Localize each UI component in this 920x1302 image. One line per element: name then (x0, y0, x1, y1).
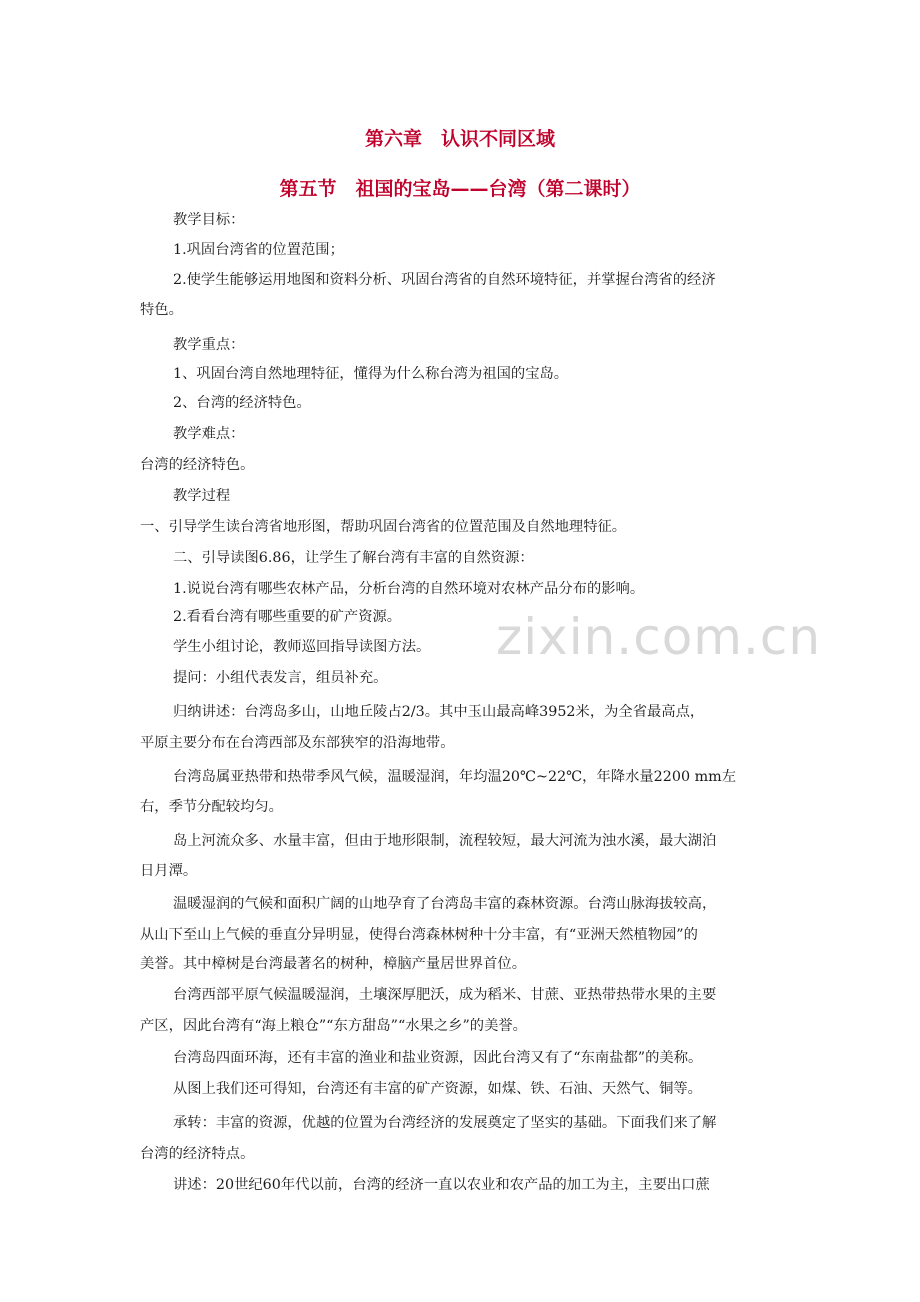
text-line: 教学难点： (173, 426, 245, 442)
text-line: 台湾西部平原气候温暖湿润，土壤深厚肥沃，成为稻米、甘蔗、亚热带热带水果的主要 (173, 987, 717, 1003)
text-line: 承转：丰富的资源，优越的位置为台湾经济的发展奠定了坚实的基础。下面我们来了解 (173, 1115, 717, 1131)
text-line: 日月潭。 (140, 863, 198, 879)
text-line: 温暖湿润的气候和面积广阔的山地孕育了台湾岛丰富的森林资源。台湾山脉海拔较高， (173, 896, 717, 912)
text-line: 一、引导学生读台湾省地形图，帮助巩固台湾省的位置范围及自然地理特征。 (140, 519, 627, 535)
text-line: 1.说说台湾有哪些农林产品，分析台湾的自然环境对农林产品分布的影响。 (173, 581, 645, 597)
text-line: 台湾岛四面环海，还有丰富的渔业和盐业资源，因此台湾又有了“东南盐都”的美称。 (173, 1050, 703, 1066)
text-line: 提问：小组代表发言，组员补充。 (173, 670, 388, 686)
text-line: 从山下至山上气候的垂直分异明显，使得台湾森林树种十分丰富，有“亚洲天然植物园”的 (140, 927, 698, 943)
text-line: 右，季节分配较均匀。 (140, 799, 283, 815)
text-line: 2.使学生能够运用地图和资料分析、巩固台湾省的自然环境特征，并掌握台湾省的经济 (173, 272, 716, 288)
text-line: 1、巩固台湾自然地理特征，懂得为什么称台湾为祖国的宝岛。 (173, 366, 569, 382)
text-line: 平原主要分布在台湾西部及东部狭窄的沿海地带。 (140, 735, 455, 751)
text-line: 从图上我们还可得知，台湾还有丰富的矿产资源，如煤、铁、石油、天然气、铜等。 (173, 1081, 702, 1097)
text-line: 教学重点： (173, 337, 245, 353)
text-line: 岛上河流众多、水量丰富，但由于地形限制，流程较短，最大河流为浊水溪，最大湖泊 (173, 833, 717, 849)
text-line: 2、台湾的经济特色。 (173, 395, 311, 411)
text-line: 教学目标： (173, 212, 245, 228)
text-line: 讲述：20世纪60年代以前，台湾的经济一直以农业和农产品的加工为主，主要出口蔗 (173, 1177, 710, 1193)
text-line: 台湾岛属亚热带和热带季风气候，温暖湿润，年均温20℃~22℃，年降水量2200 mm左 (173, 769, 736, 785)
text-line: 美誉。其中樟树是台湾最著名的树种，樟脑产量居世界首位。 (140, 956, 527, 972)
text-line: 台湾的经济特色。 (140, 457, 255, 473)
text-line: 学生小组讨论，教师巡回指导读图方法。 (173, 639, 431, 655)
text-line: 教学过程 (173, 488, 231, 504)
section-title: 第五节 祖国的宝岛——台湾（第二课时） (279, 178, 641, 200)
text-line: 归纳讲述：台湾岛多山，山地丘陵占2/3。其中玉山最高峰3952米，为全省最高点， (173, 704, 705, 720)
text-line: 特色。 (140, 302, 183, 318)
chapter-title: 第六章 认识不同区域 (364, 128, 555, 150)
watermark: zixin.com.cn (496, 608, 822, 666)
text-line: 2.看看台湾有哪些重要的矿产资源。 (173, 609, 402, 625)
text-line: 二、引导读图6.86，让学生了解台湾有丰富的自然资源： (173, 550, 534, 566)
text-line: 台湾的经济特点。 (140, 1146, 255, 1162)
text-line: 1.巩固台湾省的位置范围； (173, 242, 344, 258)
text-line: 产区，因此台湾有“海上粮仓”“东方甜岛”“水果之乡”的美誉。 (140, 1018, 527, 1034)
